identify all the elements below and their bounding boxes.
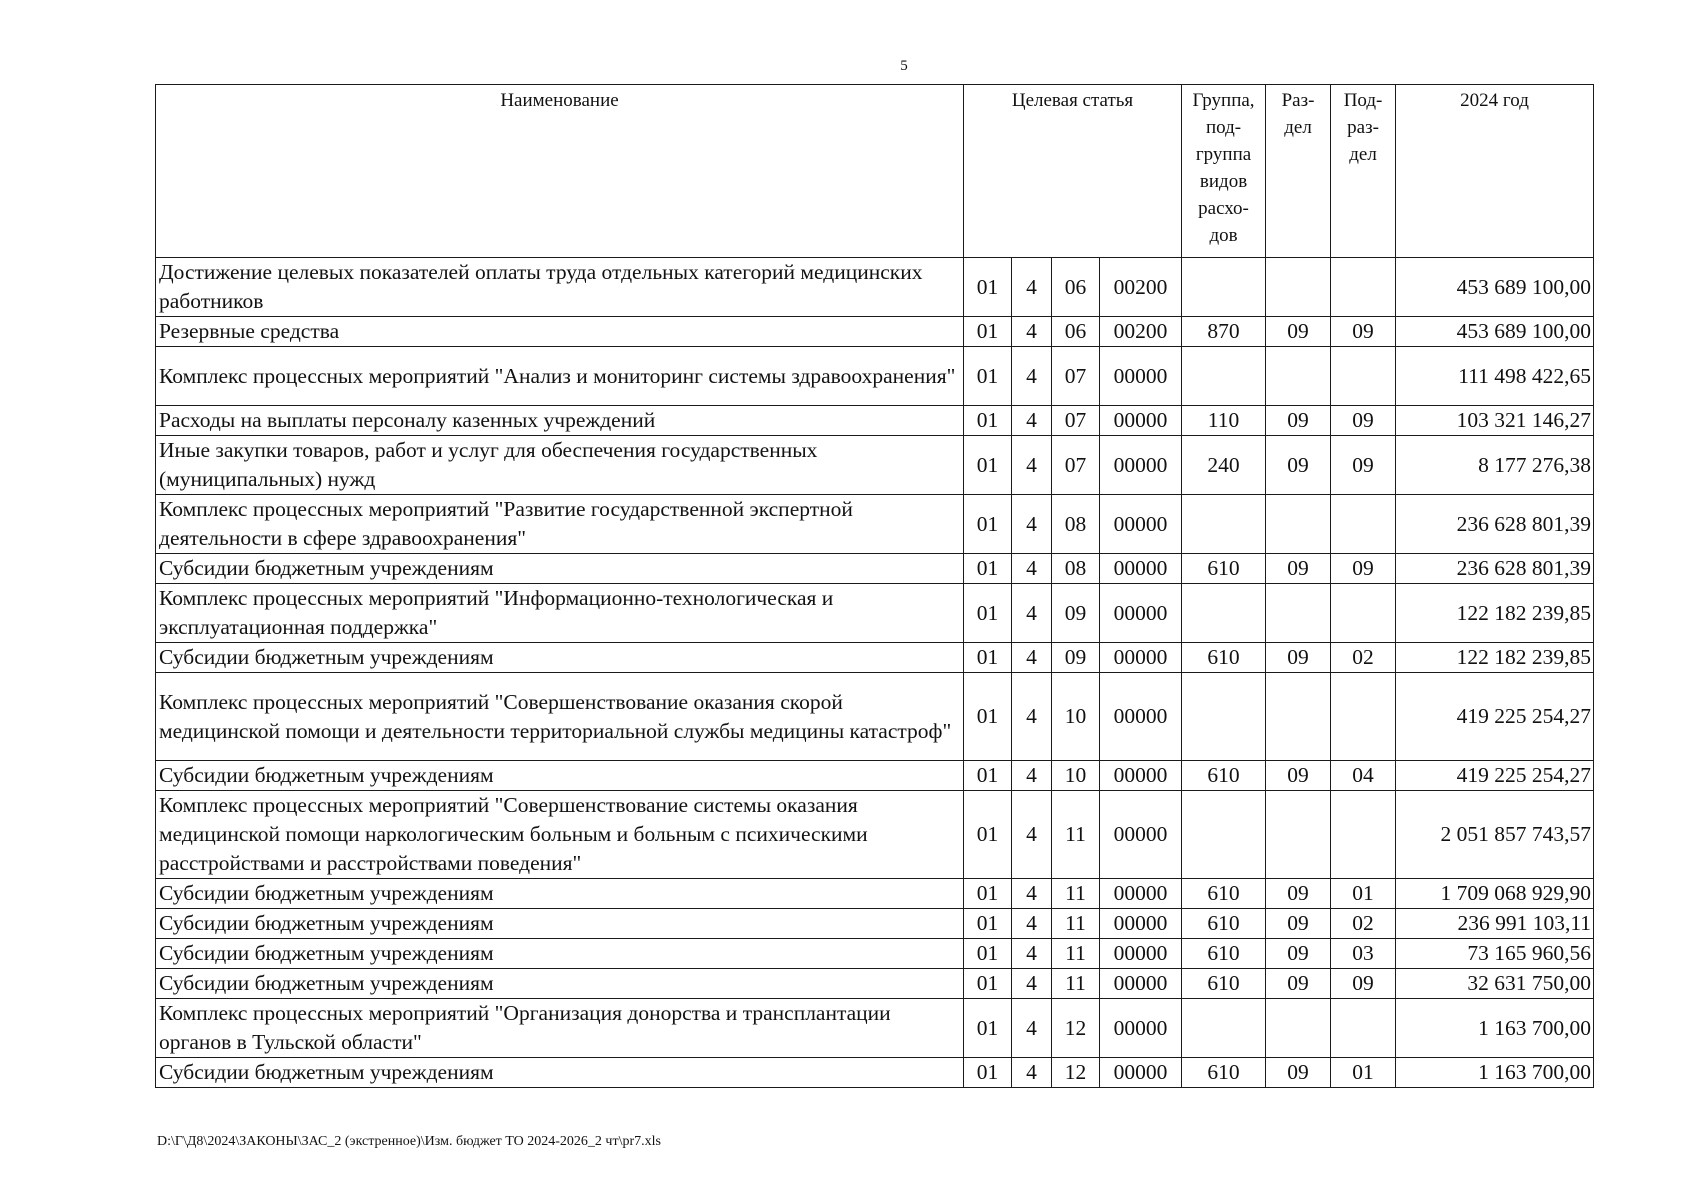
table-row (156, 317, 1594, 347)
row-expense-group: 870 (1182, 317, 1266, 347)
row-amount: 103 321 146,27 (1396, 406, 1594, 436)
row-expense-group (1182, 999, 1266, 1058)
header-section: Раз-дел (1266, 85, 1331, 258)
row-section (1266, 258, 1331, 317)
row-section: 09 (1266, 761, 1331, 791)
row-amount: 32 631 750,00 (1396, 969, 1594, 999)
row-code-program: 01 (964, 406, 1012, 436)
row-code-type: 4 (1012, 406, 1052, 436)
row-code-program: 01 (964, 436, 1012, 495)
row-expense-group (1182, 258, 1266, 317)
row-code-type: 4 (1012, 317, 1052, 347)
row-code-item: 09 (1052, 643, 1100, 673)
row-code-direction: 00000 (1100, 909, 1182, 939)
row-amount: 73 165 960,56 (1396, 939, 1594, 969)
table-body (156, 258, 1594, 1088)
row-code-item: 08 (1052, 554, 1100, 584)
row-name: Комплекс процессных мероприятий "Анализ и мониторинг системы здравоохранения" (156, 347, 964, 406)
row-code-item: 07 (1052, 406, 1100, 436)
page-number: 5 (900, 58, 908, 74)
row-subsection (1331, 258, 1396, 317)
row-subsection: 04 (1331, 761, 1396, 791)
row-code-type: 4 (1012, 643, 1052, 673)
header-year: 2024 год (1396, 85, 1594, 258)
row-amount: 236 628 801,39 (1396, 554, 1594, 584)
table-row (156, 258, 1594, 317)
header-subsection: Под-раз-дел (1331, 85, 1396, 258)
row-code-direction: 00000 (1100, 495, 1182, 554)
row-name: Субсидии бюджетным учреждениям (156, 969, 964, 999)
row-amount: 2 051 857 743,57 (1396, 791, 1594, 879)
row-subsection: 01 (1331, 879, 1396, 909)
row-code-direction: 00200 (1100, 258, 1182, 317)
row-amount: 122 182 239,85 (1396, 643, 1594, 673)
row-code-program: 01 (964, 317, 1012, 347)
row-amount: 453 689 100,00 (1396, 317, 1594, 347)
header-name: Наименование (156, 85, 964, 258)
row-subsection: 09 (1331, 406, 1396, 436)
table-header-row (156, 85, 1594, 258)
row-code-item: 11 (1052, 939, 1100, 969)
row-code-direction: 00000 (1100, 436, 1182, 495)
row-code-direction: 00000 (1100, 791, 1182, 879)
row-subsection (1331, 999, 1396, 1058)
row-code-type: 4 (1012, 495, 1052, 554)
row-section (1266, 791, 1331, 879)
row-code-direction: 00000 (1100, 879, 1182, 909)
row-code-item: 07 (1052, 436, 1100, 495)
row-code-program: 01 (964, 761, 1012, 791)
table-row (156, 879, 1594, 909)
row-code-direction: 00000 (1100, 999, 1182, 1058)
row-name: Резервные средства (156, 317, 964, 347)
row-code-type: 4 (1012, 969, 1052, 999)
row-code-direction: 00000 (1100, 673, 1182, 761)
row-code-direction: 00000 (1100, 554, 1182, 584)
row-amount: 419 225 254,27 (1396, 761, 1594, 791)
row-code-program: 01 (964, 791, 1012, 879)
row-amount: 453 689 100,00 (1396, 258, 1594, 317)
row-expense-group: 610 (1182, 909, 1266, 939)
row-code-type: 4 (1012, 761, 1052, 791)
row-code-direction: 00000 (1100, 347, 1182, 406)
row-code-program: 01 (964, 879, 1012, 909)
row-name: Иные закупки товаров, работ и услуг для обеспечения государственных (муниципальных) нужд (156, 436, 964, 495)
row-subsection: 09 (1331, 554, 1396, 584)
row-subsection (1331, 673, 1396, 761)
row-code-program: 01 (964, 554, 1012, 584)
row-section: 09 (1266, 317, 1331, 347)
row-subsection: 03 (1331, 939, 1396, 969)
table-row (156, 1058, 1594, 1088)
row-section: 09 (1266, 406, 1331, 436)
row-code-program: 01 (964, 347, 1012, 406)
row-expense-group: 610 (1182, 643, 1266, 673)
row-code-direction: 00000 (1100, 939, 1182, 969)
row-name: Субсидии бюджетным учреждениям (156, 879, 964, 909)
row-expense-group (1182, 347, 1266, 406)
row-section: 09 (1266, 643, 1331, 673)
row-expense-group (1182, 495, 1266, 554)
row-code-program: 01 (964, 643, 1012, 673)
row-amount: 1 709 068 929,90 (1396, 879, 1594, 909)
row-code-type: 4 (1012, 554, 1052, 584)
table-row (156, 436, 1594, 495)
row-expense-group: 610 (1182, 879, 1266, 909)
row-subsection (1331, 791, 1396, 879)
row-section (1266, 584, 1331, 643)
table-row (156, 761, 1594, 791)
row-amount: 122 182 239,85 (1396, 584, 1594, 643)
row-section: 09 (1266, 879, 1331, 909)
row-code-item: 10 (1052, 673, 1100, 761)
row-name: Комплекс процессных мероприятий "Развитие государственной экспертной деятельности в сфере здравоохранения" (156, 495, 964, 554)
table-row (156, 584, 1594, 643)
row-code-program: 01 (964, 909, 1012, 939)
row-amount: 111 498 422,65 (1396, 347, 1594, 406)
row-code-program: 01 (964, 1058, 1012, 1088)
row-section: 09 (1266, 969, 1331, 999)
row-subsection (1331, 495, 1396, 554)
row-subsection: 02 (1331, 909, 1396, 939)
row-name: Субсидии бюджетным учреждениям (156, 761, 964, 791)
row-code-type: 4 (1012, 1058, 1052, 1088)
row-subsection (1331, 584, 1396, 643)
row-code-program: 01 (964, 939, 1012, 969)
row-code-item: 10 (1052, 761, 1100, 791)
header-target-article: Целевая статья (964, 85, 1182, 258)
row-expense-group: 610 (1182, 554, 1266, 584)
row-code-direction: 00000 (1100, 406, 1182, 436)
row-code-program: 01 (964, 673, 1012, 761)
row-code-program: 01 (964, 999, 1012, 1058)
header-expense-group: Группа, под-группа видов расхо-дов (1182, 85, 1266, 258)
row-section (1266, 999, 1331, 1058)
row-name: Субсидии бюджетным учреждениям (156, 554, 964, 584)
row-code-item: 06 (1052, 258, 1100, 317)
row-name: Субсидии бюджетным учреждениям (156, 909, 964, 939)
table-row (156, 791, 1594, 879)
row-code-type: 4 (1012, 347, 1052, 406)
row-amount: 419 225 254,27 (1396, 673, 1594, 761)
row-code-item: 12 (1052, 999, 1100, 1058)
row-code-type: 4 (1012, 584, 1052, 643)
row-name: Субсидии бюджетным учреждениям (156, 939, 964, 969)
table-row (156, 495, 1594, 554)
row-code-item: 09 (1052, 584, 1100, 643)
row-expense-group: 110 (1182, 406, 1266, 436)
row-code-direction: 00200 (1100, 317, 1182, 347)
row-name: Субсидии бюджетным учреждениям (156, 643, 964, 673)
row-code-direction: 00000 (1100, 643, 1182, 673)
row-name: Комплекс процессных мероприятий "Совершенствование оказания скорой медицинской помощи и деятельности территориальной службы медицины катастроф" (156, 673, 964, 761)
row-code-direction: 00000 (1100, 969, 1182, 999)
row-code-program: 01 (964, 258, 1012, 317)
row-expense-group: 610 (1182, 969, 1266, 999)
row-subsection: 09 (1331, 436, 1396, 495)
row-code-type: 4 (1012, 909, 1052, 939)
row-name: Расходы на выплаты персоналу казенных учреждений (156, 406, 964, 436)
row-code-type: 4 (1012, 999, 1052, 1058)
row-expense-group (1182, 673, 1266, 761)
table-row (156, 969, 1594, 999)
row-section: 09 (1266, 939, 1331, 969)
table-row (156, 643, 1594, 673)
row-code-item: 08 (1052, 495, 1100, 554)
row-code-type: 4 (1012, 258, 1052, 317)
row-name: Комплекс процессных мероприятий "Совершенствование системы оказания медицинской помощи наркологическим больным и больным с психическими расстройствами и расстройствами поведения" (156, 791, 964, 879)
row-code-item: 11 (1052, 909, 1100, 939)
row-expense-group (1182, 791, 1266, 879)
footer-file-path: D:\Г\Д8\2024\ЗАКОНЫ\ЗАС_2 (экстренное)\Изм. бюджет ТО 2024-2026_2 чт\pr7.xls (157, 1134, 661, 1149)
table-row (156, 939, 1594, 969)
budget-table (155, 84, 1594, 1088)
row-code-item: 11 (1052, 879, 1100, 909)
row-code-program: 01 (964, 495, 1012, 554)
row-code-item: 11 (1052, 969, 1100, 999)
row-subsection: 09 (1331, 969, 1396, 999)
row-code-direction: 00000 (1100, 1058, 1182, 1088)
row-amount: 8 177 276,38 (1396, 436, 1594, 495)
row-amount: 1 163 700,00 (1396, 1058, 1594, 1088)
row-amount: 236 991 103,11 (1396, 909, 1594, 939)
table-row (156, 554, 1594, 584)
row-name: Достижение целевых показателей оплаты труда отдельных категорий медицинских работников (156, 258, 964, 317)
row-section: 09 (1266, 909, 1331, 939)
row-section (1266, 673, 1331, 761)
row-subsection (1331, 347, 1396, 406)
row-section (1266, 347, 1331, 406)
row-code-program: 01 (964, 969, 1012, 999)
row-code-direction: 00000 (1100, 761, 1182, 791)
row-section: 09 (1266, 436, 1331, 495)
row-code-item: 07 (1052, 347, 1100, 406)
table-row (156, 406, 1594, 436)
row-name: Комплекс процессных мероприятий "Организация донорства и трансплантации органов в Тульской области" (156, 999, 964, 1058)
row-section: 09 (1266, 554, 1331, 584)
row-code-program: 01 (964, 584, 1012, 643)
row-section: 09 (1266, 1058, 1331, 1088)
table-row (156, 909, 1594, 939)
row-expense-group: 610 (1182, 1058, 1266, 1088)
row-amount: 236 628 801,39 (1396, 495, 1594, 554)
row-code-item: 12 (1052, 1058, 1100, 1088)
row-code-direction: 00000 (1100, 584, 1182, 643)
row-expense-group: 610 (1182, 939, 1266, 969)
row-code-type: 4 (1012, 436, 1052, 495)
row-name: Субсидии бюджетным учреждениям (156, 1058, 964, 1088)
table-row (156, 347, 1594, 406)
row-subsection: 01 (1331, 1058, 1396, 1088)
row-code-item: 11 (1052, 791, 1100, 879)
row-code-type: 4 (1012, 939, 1052, 969)
row-code-type: 4 (1012, 879, 1052, 909)
row-expense-group (1182, 584, 1266, 643)
row-amount: 1 163 700,00 (1396, 999, 1594, 1058)
row-expense-group: 240 (1182, 436, 1266, 495)
row-section (1266, 495, 1331, 554)
row-expense-group: 610 (1182, 761, 1266, 791)
row-name: Комплекс процессных мероприятий "Информационно-технологическая и эксплуатационная поддержка" (156, 584, 964, 643)
row-code-type: 4 (1012, 791, 1052, 879)
row-subsection: 02 (1331, 643, 1396, 673)
row-code-item: 06 (1052, 317, 1100, 347)
row-subsection: 09 (1331, 317, 1396, 347)
table-row (156, 673, 1594, 761)
table-row (156, 999, 1594, 1058)
row-code-type: 4 (1012, 673, 1052, 761)
